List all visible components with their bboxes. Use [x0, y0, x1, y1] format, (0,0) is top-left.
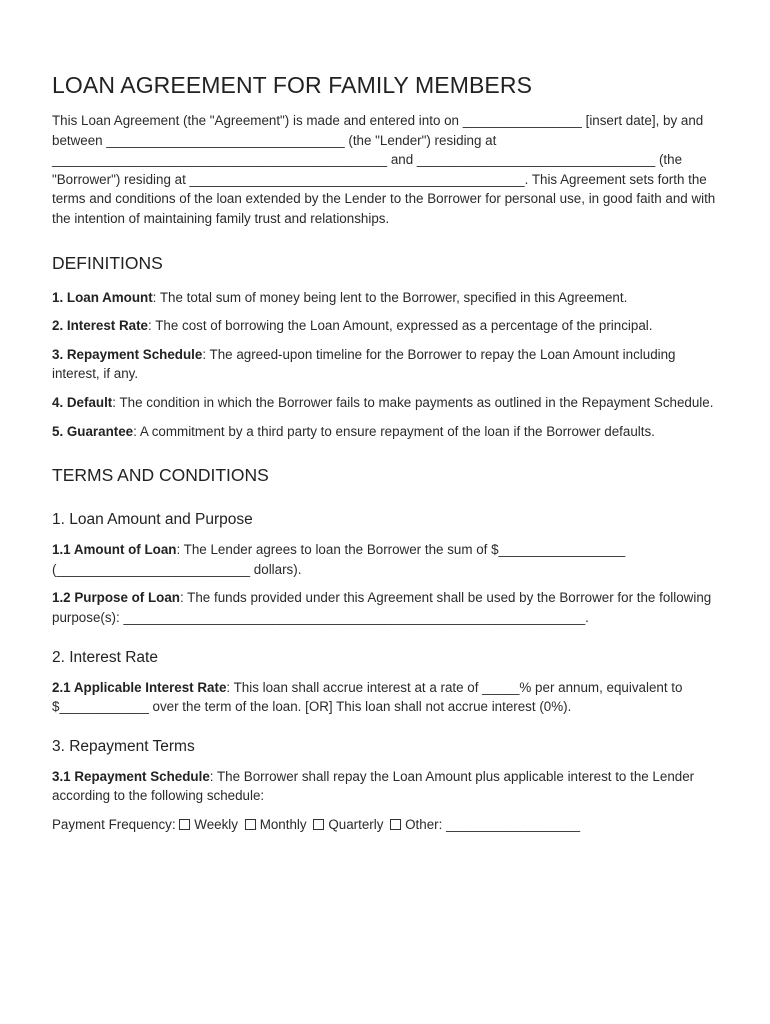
definition-text: : The condition in which the Borrower fails to make payments as outlined in the Repayment Schedule.	[112, 394, 714, 410]
clause-term: 3.1 Repayment Schedule	[52, 768, 210, 784]
frequency-option-quarterly[interactable]	[313, 817, 383, 832]
checkbox-icon[interactable]	[390, 819, 401, 830]
clause-2-1	[52, 678, 724, 717]
definition-item	[52, 288, 724, 308]
definition-term: 5. Guarantee	[52, 423, 134, 439]
frequency-option-label: Quarterly	[328, 816, 384, 832]
definitions-list	[52, 288, 724, 442]
frequency-option-weekly[interactable]	[179, 817, 238, 832]
definition-term: 2. Interest Rate	[52, 318, 149, 334]
definition-item	[52, 345, 724, 384]
definition-term: 1. Loan Amount	[52, 289, 153, 305]
definition-term: 3. Repayment Schedule	[52, 346, 203, 362]
clause-text: : The funds provided under this Agreement shall be used by the Borrower for the following purpose(s): ______________________________________________________________.	[52, 590, 712, 625]
section-3-heading: 3. Repayment Terms	[52, 737, 195, 755]
clause-term: 2.1 Applicable Interest Rate	[52, 679, 227, 695]
clause-1-1	[52, 540, 724, 579]
frequency-option-other[interactable]	[390, 817, 580, 832]
clause-3-1	[52, 767, 724, 806]
definition-text: : The cost of borrowing the Loan Amount, expressed as a percentage of the principal.	[148, 318, 653, 334]
section-2-heading: 2. Interest Rate	[52, 648, 158, 666]
clause-text: : The Lender agrees to loan the Borrower the sum of $_________________ (__________________________ dollars).	[52, 542, 626, 577]
checkbox-icon[interactable]	[245, 819, 256, 830]
clause-term: 1.1 Amount of Loan	[52, 542, 177, 558]
frequency-option-label: Other: __________________	[405, 816, 581, 832]
definition-item	[52, 422, 724, 442]
clause-text: : The Borrower shall repay the Loan Amount plus applicable interest to the Lender according to the following schedule:	[52, 768, 695, 804]
definitions-heading: DEFINITIONS	[52, 252, 163, 273]
definition-term: 4. Default	[52, 394, 113, 410]
payment-frequency-row	[52, 815, 724, 835]
definition-text: : The total sum of money being lent to the Borrower, specified in this Agreement.	[152, 289, 628, 305]
document-title: LOAN AGREEMENT FOR FAMILY MEMBERS	[52, 72, 533, 98]
frequency-option-label: Weekly	[194, 816, 238, 832]
section-1-heading: 1. Loan Amount and Purpose	[52, 511, 253, 529]
clause-1-2	[52, 588, 724, 627]
frequency-option-label: Monthly	[259, 816, 307, 832]
checkbox-icon[interactable]	[179, 819, 190, 830]
document-page	[52, 70, 724, 843]
clause-term: 1.2 Purpose of Loan	[52, 590, 180, 606]
definition-item	[52, 316, 724, 336]
intro-paragraph: This Loan Agreement (the "Agreement") is made and entered into on ________________ [insert date], by and between ________________________________ (the "Lender") residing at _____________________________________________ and ________________________________ (the "Borrower") residing at _____________________________________________. This Agreement sets forth the terms and conditions of the loan extended by the Lender to the Borrower for personal use, in good faith and with the intention of maintaining family trust and relationships.	[52, 113, 716, 226]
terms-heading: TERMS AND CONDITIONS	[52, 465, 269, 486]
clause-text: : This loan shall accrue interest at a rate of _____% per annum, equivalent to $____________ over the term of the loan. [OR] This loan shall not accrue interest (0%).	[52, 679, 683, 715]
definition-text: : A commitment by a third party to ensure repayment of the loan if the Borrower defaults.	[133, 423, 655, 439]
frequency-option-monthly[interactable]	[245, 817, 307, 832]
definition-item	[52, 393, 724, 413]
checkbox-icon[interactable]	[313, 819, 324, 830]
payment-frequency-label: Payment Frequency:	[52, 816, 176, 832]
definition-text: : The agreed-upon timeline for the Borrower to repay the Loan Amount including interest, if any.	[52, 346, 676, 382]
